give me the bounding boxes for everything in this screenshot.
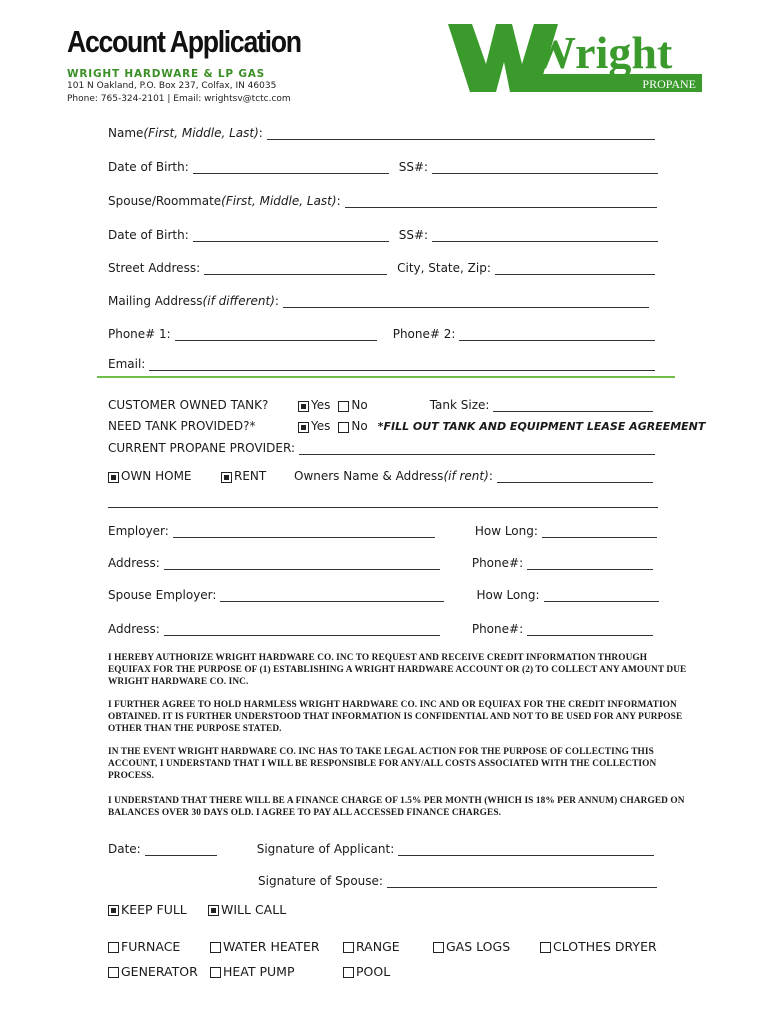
name-colon: :: [258, 126, 263, 140]
dob-row: [108, 160, 658, 174]
page-title: Account Application: [67, 24, 301, 59]
range-option[interactable]: [343, 939, 400, 954]
keep-full-label: KEEP FULL: [121, 902, 187, 917]
lease-note: *FILL OUT TANK AND EQUIPMENT LEASE AGREEMENT: [377, 420, 706, 433]
employer-row: [108, 524, 657, 538]
clothes-dryer-label: CLOTHES DRYER: [553, 939, 657, 954]
owners-field-line2[interactable]: [108, 495, 658, 508]
pool-option[interactable]: [343, 964, 390, 979]
water-heater-checkbox[interactable]: [210, 942, 221, 953]
employer-phone-field[interactable]: [527, 557, 653, 570]
need-no-label: No: [351, 419, 368, 433]
spouse-row: [108, 194, 657, 208]
ss-label: SS#:: [398, 160, 429, 174]
generator-option[interactable]: [108, 964, 198, 979]
signature-row: [108, 842, 654, 856]
spouse-employer-address-row: [108, 622, 653, 636]
clothes-dryer-option[interactable]: [540, 939, 657, 954]
spouse-employer-row: [108, 588, 659, 602]
owners-label: Owners Name & Address: [294, 469, 444, 483]
company-contact: Phone: 765-324-2101 | Email: wrightsv@tctc.com: [67, 94, 291, 104]
logo-wordmark: Wright: [530, 27, 673, 78]
pool-label: POOL: [356, 964, 391, 979]
furnace-checkbox[interactable]: [108, 942, 119, 953]
generator-checkbox[interactable]: [108, 967, 119, 978]
own-home-label: OWN HOME: [121, 469, 192, 483]
owned-tank-row: [108, 398, 653, 412]
generator-label: GENERATOR: [121, 964, 198, 979]
rent-label: RENT: [234, 469, 267, 483]
gas-logs-option[interactable]: [433, 939, 510, 954]
how-long-field[interactable]: [542, 525, 657, 538]
heat-pump-checkbox[interactable]: [210, 967, 221, 978]
phone-row: [108, 327, 655, 341]
name-hint: (First, Middle, Last): [143, 126, 259, 140]
range-label: RANGE: [356, 939, 400, 954]
need-no-checkbox[interactable]: [338, 422, 349, 433]
street-row: [108, 261, 655, 275]
residence-row: [108, 469, 653, 483]
date-label: Date:: [108, 842, 141, 856]
how-long-label: How Long:: [474, 524, 538, 538]
gas-logs-checkbox[interactable]: [433, 942, 444, 953]
dob2-row: [108, 228, 658, 242]
legal-paragraph-1: I HEREBY AUTHORIZE WRIGHT HARDWARE CO. INC TO REQUEST AND RECEIVE CREDIT INFORMATION THROUGH EQUIFAX FOR THE PURPOSE OF (1) ESTABLISHING A WRIGHT HARDWARE ACCOUNT OR (2) TO COLLECT ANY AMOUNT DUE WRIGHT HARDWARE CO. INC.: [108, 653, 687, 687]
employer-label: Employer:: [108, 524, 169, 538]
date-field[interactable]: [145, 843, 217, 856]
need-yes-label: Yes: [311, 419, 331, 433]
legal-paragraph-3: IN THE EVENT WRIGHT HARDWARE CO. INC HAS TO TAKE LEGAL ACTION FOR THE PURPOSE OF COLLECTING THIS ACCOUNT, I UNDERSTAND THAT I WILL BE RESPONSIBLE FOR ANY/ALL COSTS ASSOCIATED WITH THE COLLECTION PROCESS.: [108, 747, 657, 781]
street-label: Street Address:: [108, 261, 201, 275]
spouse-employer-address-field[interactable]: [164, 623, 440, 636]
owned-yes-label: Yes: [311, 398, 331, 412]
furnace-label: FURNACE: [121, 939, 181, 954]
rent-checkbox[interactable]: [221, 472, 232, 483]
keep-full-option[interactable]: [108, 902, 187, 917]
need-tank-row: [108, 419, 705, 433]
spouse-dob-label: Date of Birth:: [108, 228, 189, 242]
spouse-signature-field[interactable]: [387, 875, 657, 888]
employer-field[interactable]: [173, 525, 435, 538]
spouse-signature-label: Signature of Spouse:: [258, 874, 383, 888]
city-label: City, State, Zip:: [397, 261, 491, 275]
employer-address-field[interactable]: [164, 557, 440, 570]
owned-no-checkbox[interactable]: [338, 401, 349, 412]
clothes-dryer-checkbox[interactable]: [540, 942, 551, 953]
spouse-employer-field[interactable]: [220, 589, 444, 602]
spouse-hint: (First, Middle, Last): [221, 194, 337, 208]
city-field[interactable]: [495, 262, 655, 275]
legal-paragraph-4: I UNDERSTAND THAT THERE WILL BE A FINANCE CHARGE OF 1.5% PER MONTH (WHICH IS 18% PER ANNUM) CHARGED ON BALANCES OVER 30 DAYS OLD. I AGREE TO PAY ALL ACCESSED FINANCE CHARGES.: [108, 796, 685, 818]
owned-tank-label: CUSTOMER OWNED TANK?: [108, 398, 269, 412]
mailing-hint: (if different): [202, 294, 275, 308]
spouse-employer-phone-field[interactable]: [527, 623, 653, 636]
water-heater-option[interactable]: [210, 939, 320, 954]
logo-subtitle: PROPANE: [642, 77, 696, 91]
owners-field[interactable]: [497, 470, 653, 483]
heat-pump-option[interactable]: [210, 964, 295, 979]
owners-colon: :: [488, 469, 493, 483]
street-field[interactable]: [204, 262, 387, 275]
phone2-label: Phone# 2:: [392, 327, 456, 341]
provider-row: [108, 441, 655, 455]
name-field[interactable]: [267, 127, 655, 140]
gas-logs-label: GAS LOGS: [446, 939, 511, 954]
mailing-row: [108, 294, 649, 308]
employer-address-row: [108, 556, 653, 570]
furnace-option[interactable]: [108, 939, 180, 954]
email-label: Email:: [108, 357, 146, 371]
tank-size-label: Tank Size:: [429, 398, 490, 412]
name-label: Name: [108, 126, 144, 140]
spouse-employer-label: Spouse Employer:: [108, 588, 217, 602]
phone1-field[interactable]: [175, 328, 377, 341]
phone2-field[interactable]: [459, 328, 655, 341]
spouse-employer-phone-label: Phone#:: [471, 622, 524, 636]
spouse-how-long-field[interactable]: [544, 589, 659, 602]
email-row: [108, 357, 655, 371]
mailing-colon: :: [274, 294, 279, 308]
need-tank-label: NEED TANK PROVIDED?*: [108, 419, 256, 433]
dob-label: Date of Birth:: [108, 160, 189, 174]
spouse-dob-field[interactable]: [193, 229, 389, 242]
mailing-field[interactable]: [283, 295, 649, 308]
ss-field[interactable]: [432, 161, 658, 174]
name-row: [108, 126, 655, 140]
will-call-checkbox[interactable]: [208, 905, 219, 916]
company-name: WRIGHT HARDWARE & LP GAS: [67, 68, 266, 80]
applicant-signature-field[interactable]: [398, 843, 654, 856]
keep-full-checkbox[interactable]: [108, 905, 119, 916]
company-address: 101 N Oakland, P.O. Box 237, Colfax, IN 46035: [67, 81, 277, 91]
spouse-employer-address-label: Address:: [108, 622, 160, 636]
employer-address-label: Address:: [108, 556, 160, 570]
spouse-ss-label: SS#:: [398, 228, 429, 242]
provider-label: CURRENT PROPANE PROVIDER:: [108, 441, 296, 455]
will-call-option[interactable]: [208, 902, 286, 917]
own-home-checkbox[interactable]: [108, 472, 119, 483]
owners-hint: (if rent): [443, 469, 489, 483]
spouse-signature-row: [258, 874, 657, 888]
spouse-colon: :: [336, 194, 341, 208]
employer-phone-label: Phone#:: [471, 556, 524, 570]
email-field[interactable]: [149, 358, 655, 371]
pool-checkbox[interactable]: [343, 967, 354, 978]
provider-field[interactable]: [299, 442, 655, 455]
owned-no-label: No: [351, 398, 368, 412]
tank-size-field[interactable]: [493, 399, 653, 412]
spouse-field[interactable]: [345, 195, 657, 208]
range-checkbox[interactable]: [343, 942, 354, 953]
will-call-label: WILL CALL: [221, 902, 287, 917]
dob-field[interactable]: [193, 161, 389, 174]
water-heater-label: WATER HEATER: [223, 939, 320, 954]
section-divider: [97, 376, 675, 378]
spouse-label: Spouse/Roommate: [108, 194, 222, 208]
need-yes-checkbox[interactable]: [298, 422, 309, 433]
spouse-how-long-label: How Long:: [476, 588, 540, 602]
legal-paragraph-2: I FURTHER AGREE TO HOLD HARMLESS WRIGHT HARDWARE CO. INC AND OR EQUIFAX FOR THE CREDIT INFORMATION OBTAINED. IT IS FURTHER UNDERSTOOD THAT INFORMATION IS CONFIDENTIAL AND NOT TO BE USED FOR ANY PURPOSE OTHER THAN THE PURPOSE STATED.: [108, 700, 683, 734]
owned-yes-checkbox[interactable]: [298, 401, 309, 412]
heat-pump-label: HEAT PUMP: [223, 964, 295, 979]
applicant-signature-label: Signature of Applicant:: [256, 842, 395, 856]
mailing-label: Mailing Address: [108, 294, 203, 308]
phone1-label: Phone# 1:: [108, 327, 171, 341]
spouse-ss-field[interactable]: [432, 229, 658, 242]
wright-propane-logo: [448, 22, 702, 94]
